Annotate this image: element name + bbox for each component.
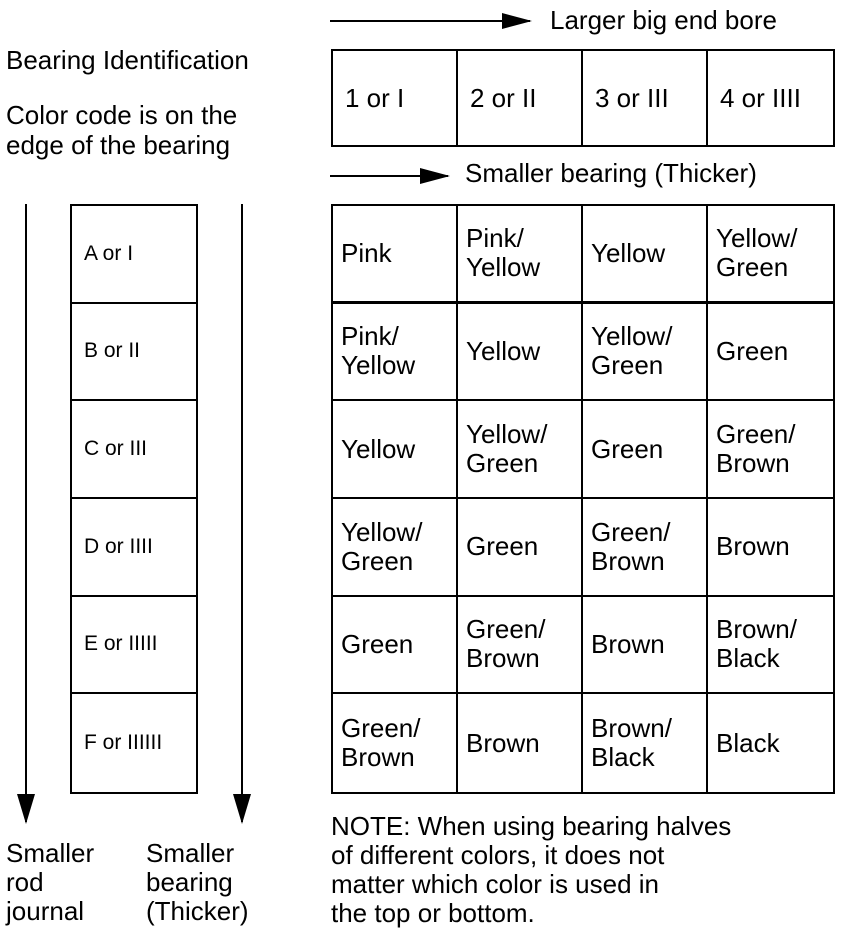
bore-column-header: 1 or I	[333, 51, 458, 145]
smaller-bearing-bottom-label: Smaller bearing (Thicker)	[146, 838, 249, 926]
bearing-color-cell: Green	[708, 304, 833, 402]
journal-grade-cell: C or III	[72, 401, 196, 499]
smaller-rod-journal-label: Smaller rod journal	[6, 838, 95, 926]
page-title: Bearing Identification	[6, 45, 249, 75]
bore-header-table	[331, 49, 835, 147]
bearing-color-cell: Yellow	[333, 401, 458, 499]
bore-column-header: 4 or IIII	[720, 82, 801, 113]
journal-grade-cell: E or IIIII	[72, 597, 196, 695]
journal-grade-column	[70, 204, 198, 794]
bearing-color-cell: Green/ Brown	[583, 499, 708, 597]
bearing-color-cell: Yellow	[458, 304, 583, 402]
bearing-color-cell: Green/ Brown	[458, 597, 583, 695]
bore-column-header: 3 or III	[583, 51, 708, 145]
bearing-color-cell: Green	[333, 597, 458, 695]
smaller-rod-journal-arrow	[25, 204, 27, 822]
journal-grade-cell: A or I	[72, 206, 196, 304]
journal-grade-cell: F or IIIIII	[84, 731, 163, 755]
bearing-color-cell: Brown	[583, 597, 708, 695]
bore-column-header: 2 or II	[458, 51, 583, 145]
smaller-bearing-vertical-arrow	[241, 204, 243, 822]
larger-bore-arrow	[330, 20, 530, 22]
journal-grade-cell: D or IIII	[72, 499, 196, 597]
bearing-color-cell: Yellow/ Green	[583, 304, 708, 402]
bearing-color-cell: Pink	[333, 206, 458, 304]
bearing-color-cell: Brown/ Black	[708, 597, 833, 695]
bearing-color-cell: Brown/ Black	[583, 694, 708, 792]
page-subtitle: Color code is on the edge of the bearing	[6, 100, 238, 160]
bearing-color-cell: Yellow/ Green	[333, 499, 458, 597]
bearing-color-cell: Pink/ Yellow	[458, 206, 583, 304]
bearing-color-cell: Green/ Brown	[333, 694, 458, 792]
bearing-color-cell: Black	[716, 727, 780, 758]
note-text: NOTE: When using bearing halves of different colors, it does not matter which color is used in the top or bottom.	[331, 811, 732, 928]
bearing-color-cell: Green	[583, 401, 708, 499]
bearing-color-cell: Yellow/ Green	[708, 206, 833, 304]
smaller-bearing-label: Smaller bearing (Thicker)	[465, 158, 757, 188]
bearing-color-cell: Yellow	[583, 206, 708, 304]
bearing-color-cell: Brown	[458, 694, 583, 792]
larger-bore-label: Larger big end bore	[550, 5, 777, 35]
journal-grade-cell: B or II	[72, 304, 196, 402]
bearing-color-cell: Green/ Brown	[708, 401, 833, 499]
bearing-color-cell: Green	[458, 499, 583, 597]
bearing-color-grid	[331, 204, 835, 794]
smaller-bearing-arrow	[330, 175, 448, 177]
bearing-color-cell: Pink/ Yellow	[333, 304, 458, 402]
bearing-color-cell: Yellow/ Green	[458, 401, 583, 499]
bearing-color-cell: Brown	[708, 499, 833, 597]
